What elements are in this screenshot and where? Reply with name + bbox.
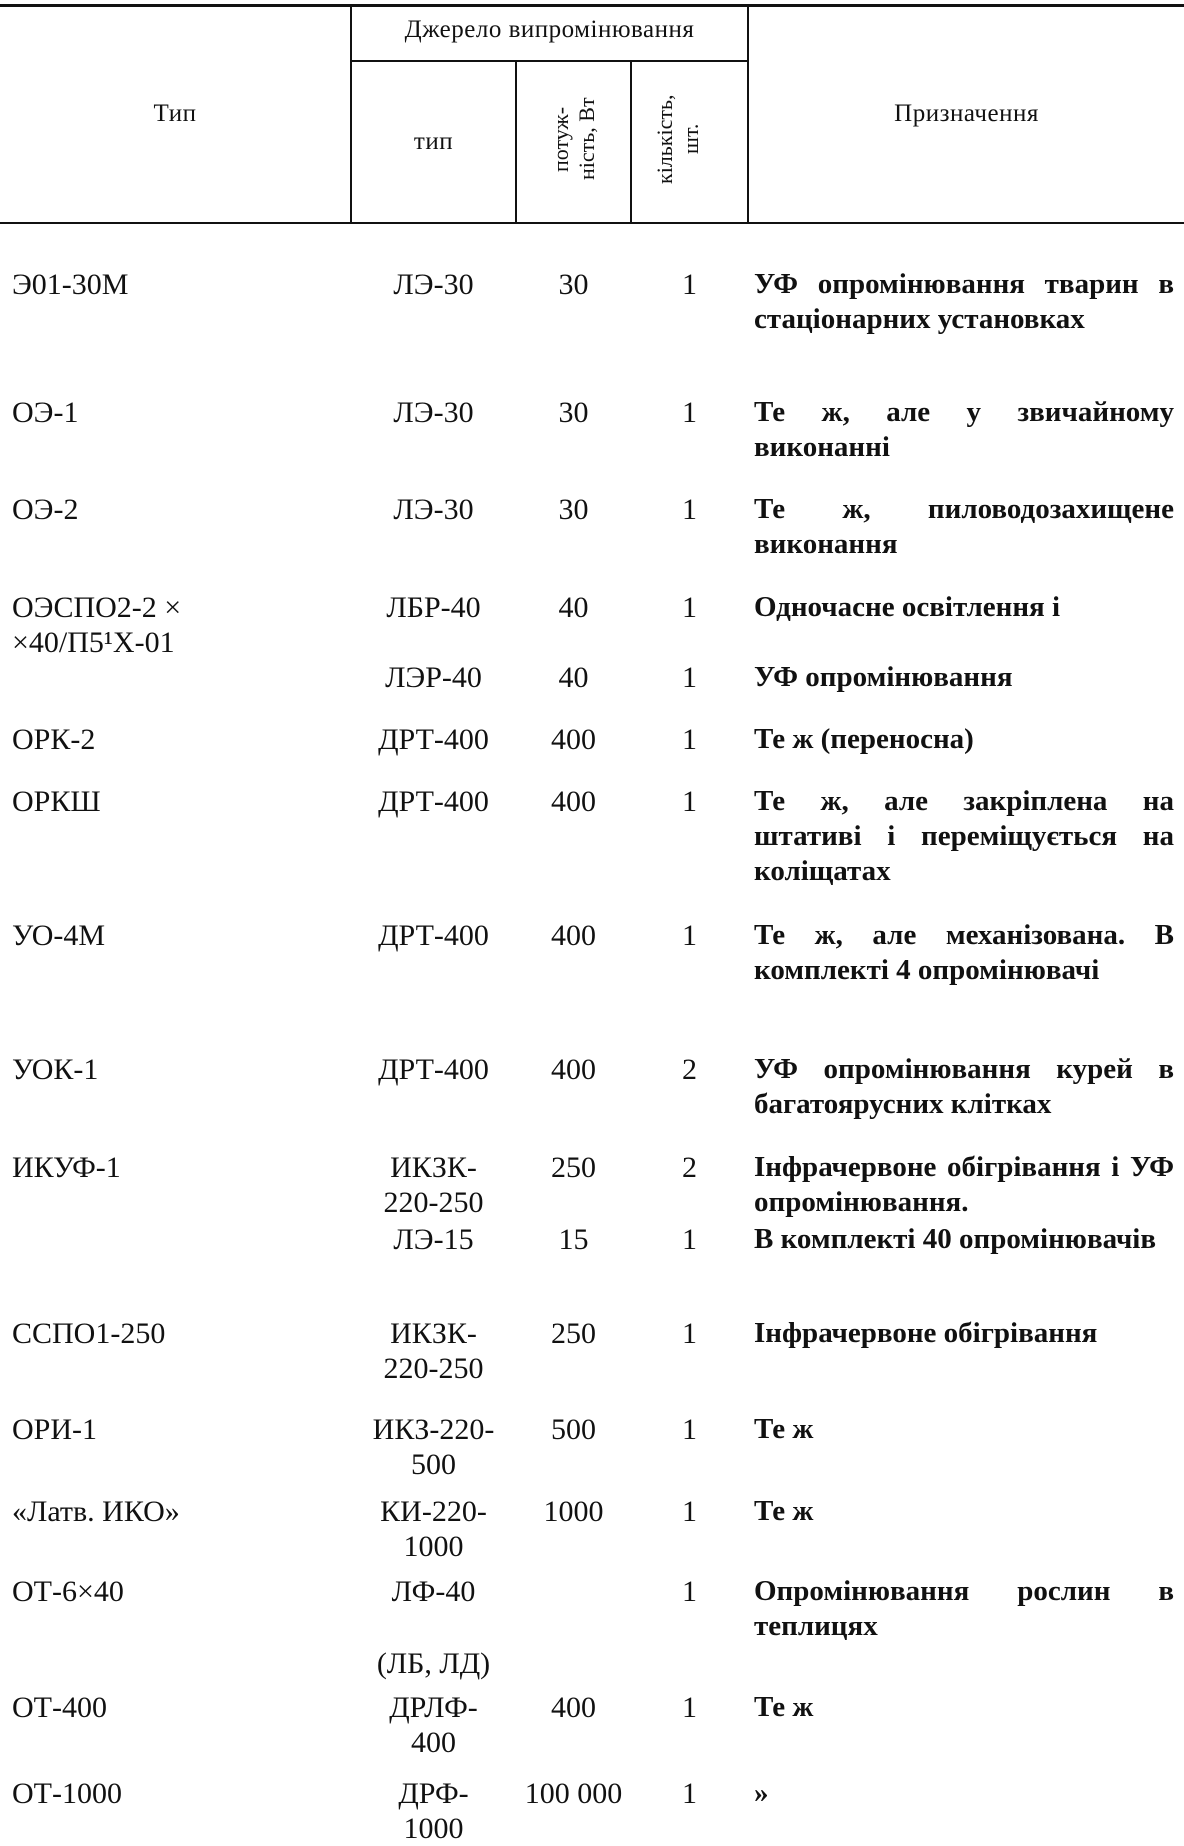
cell-quantity: 1	[682, 1777, 697, 1810]
cell-purpose: УФ опромінювання тварин в стаціонарних установках	[754, 268, 1174, 335]
cell-lamp-type: ЛЭ-15	[393, 1223, 474, 1256]
cell-purpose: Те ж	[754, 1691, 814, 1723]
cell-quantity: 1	[682, 723, 697, 756]
cell-lamp-type: ЛБР-40	[386, 591, 481, 624]
cell-purpose: Одночасне освітлення і	[754, 591, 1061, 623]
cell-quantity: 1	[682, 1223, 697, 1256]
cell-purpose: Інфрачервоне обігрівання і УФ опромінювання.	[754, 1151, 1174, 1218]
cell-purpose: Інфрачервоне обігрівання	[754, 1317, 1098, 1349]
cell-lamp-type: (ЛБ, ЛД)	[376, 1647, 491, 1680]
cell-power: 15	[558, 1223, 589, 1256]
cell-lamp-type: ЛЭ-30	[393, 268, 474, 301]
cell-lamp-type: ИКЗК- 220-250	[383, 1151, 484, 1219]
cell-lamp-type: ДРТ-400	[378, 723, 489, 756]
cell-power: 30	[558, 493, 589, 526]
cell-type: УОК-1	[12, 1053, 99, 1086]
cell-quantity: 1	[682, 1413, 697, 1446]
cell-power: 400	[551, 723, 596, 756]
cell-lamp-type: ДРТ-400	[378, 1053, 489, 1086]
cell-purpose: УФ опромінювання	[754, 661, 1013, 693]
cell-lamp-type: ДРФ- 1000	[398, 1777, 469, 1845]
cell-quantity: 1	[682, 661, 697, 694]
column-header-power: потуж- ність, Вт	[548, 97, 599, 181]
cell-purpose: Те ж	[754, 1413, 814, 1445]
column-header-purpose: Призначення	[894, 100, 1039, 127]
cell-type: ОЭСПО2-2 × ×40/П5¹Х-01	[12, 591, 182, 659]
cell-type: УО-4М	[12, 919, 106, 952]
cell-power: 400	[551, 919, 596, 952]
cell-power: 400	[551, 1691, 596, 1724]
cell-power: 40	[558, 661, 589, 694]
cell-purpose: »	[754, 1777, 769, 1809]
column-group-header-source: Джерело випромінювання	[404, 16, 695, 43]
cell-power: 1000	[543, 1495, 604, 1528]
cell-power: 30	[558, 396, 589, 429]
cell-purpose: Те ж	[754, 1495, 814, 1527]
cell-purpose: Опромінювання рослин в теплицях	[754, 1575, 1174, 1642]
cell-type: ОТ-1000	[12, 1777, 122, 1810]
cell-quantity: 1	[682, 493, 697, 526]
cell-quantity: 1	[682, 268, 697, 301]
column-header-type: Тип	[153, 100, 197, 127]
cell-power: 30	[558, 268, 589, 301]
table-top-rule	[0, 4, 1184, 7]
cell-lamp-type: ИКЗ-220- 500	[372, 1413, 495, 1481]
cell-type: ОРИ-1	[12, 1413, 98, 1446]
cell-lamp-type: ЛЭР-40	[385, 661, 482, 694]
cell-power: 250	[551, 1151, 596, 1184]
cell-lamp-type: ИКЗК- 220-250	[383, 1317, 484, 1385]
cell-lamp-type: ЛФ-40	[391, 1575, 476, 1608]
cell-power: 400	[551, 785, 596, 818]
cell-lamp-type: ДРЛФ- 400	[389, 1691, 478, 1759]
cell-purpose: Те ж, але у звичайному виконанні	[754, 396, 1174, 463]
column-header-source-type: тип	[413, 128, 454, 155]
source-group-rule	[350, 60, 748, 62]
cell-quantity: 1	[682, 919, 697, 952]
cell-type: Э01-30М	[12, 268, 129, 301]
cell-quantity: 1	[682, 785, 697, 818]
cell-type: ОТ-400	[12, 1691, 107, 1724]
cell-quantity: 2	[682, 1151, 697, 1184]
cell-lamp-type: ДРТ-400	[378, 785, 489, 818]
column-header-quantity: кількість, шт.	[652, 94, 703, 184]
cell-type: ИКУФ-1	[12, 1151, 121, 1184]
cell-purpose: Те ж (переносна)	[754, 723, 974, 755]
cell-lamp-type: ЛЭ-30	[393, 396, 474, 429]
cell-quantity: 1	[682, 591, 697, 624]
cell-power: 400	[551, 1053, 596, 1086]
cell-power: 40	[558, 591, 589, 624]
cell-lamp-type: ЛЭ-30	[393, 493, 474, 526]
cell-quantity: 1	[682, 1691, 697, 1724]
cell-quantity: 1	[682, 1317, 697, 1350]
cell-type: ОРК-2	[12, 723, 96, 756]
cell-type: ОРКШ	[12, 785, 101, 818]
table-header-rule	[0, 222, 1184, 224]
cell-quantity: 2	[682, 1053, 697, 1086]
cell-lamp-type: ДРТ-400	[378, 919, 489, 952]
cell-purpose: В комплекті 40 опромінювачів	[754, 1223, 1157, 1255]
cell-type: ОЭ-1	[12, 396, 79, 429]
cell-power: 250	[551, 1317, 596, 1350]
cell-quantity: 1	[682, 396, 697, 429]
cell-purpose: Те ж, але механізована. В комплекті 4 опромінювачі	[754, 919, 1174, 986]
cell-quantity: 1	[682, 1495, 697, 1528]
cell-power: 500	[551, 1413, 596, 1446]
cell-purpose: Те ж, пиловодозахищене виконання	[754, 493, 1174, 560]
cell-purpose: Те ж, але закріплена на штативі і переміщується на коліщатах	[754, 785, 1174, 887]
cell-type: ОТ-6×40	[12, 1575, 124, 1608]
cell-type: ССПО1-250	[12, 1317, 166, 1350]
cell-power: 100 000	[524, 1777, 623, 1810]
header-divider	[630, 62, 632, 224]
cell-lamp-type: КИ-220- 1000	[380, 1495, 487, 1563]
header-divider	[515, 62, 517, 224]
cell-type: ОЭ-2	[12, 493, 79, 526]
cell-quantity: 1	[682, 1575, 697, 1608]
cell-type: «Латв. ИКО»	[12, 1495, 180, 1528]
cell-purpose: УФ опромінювання курей в багатоярусних клітках	[754, 1053, 1174, 1120]
